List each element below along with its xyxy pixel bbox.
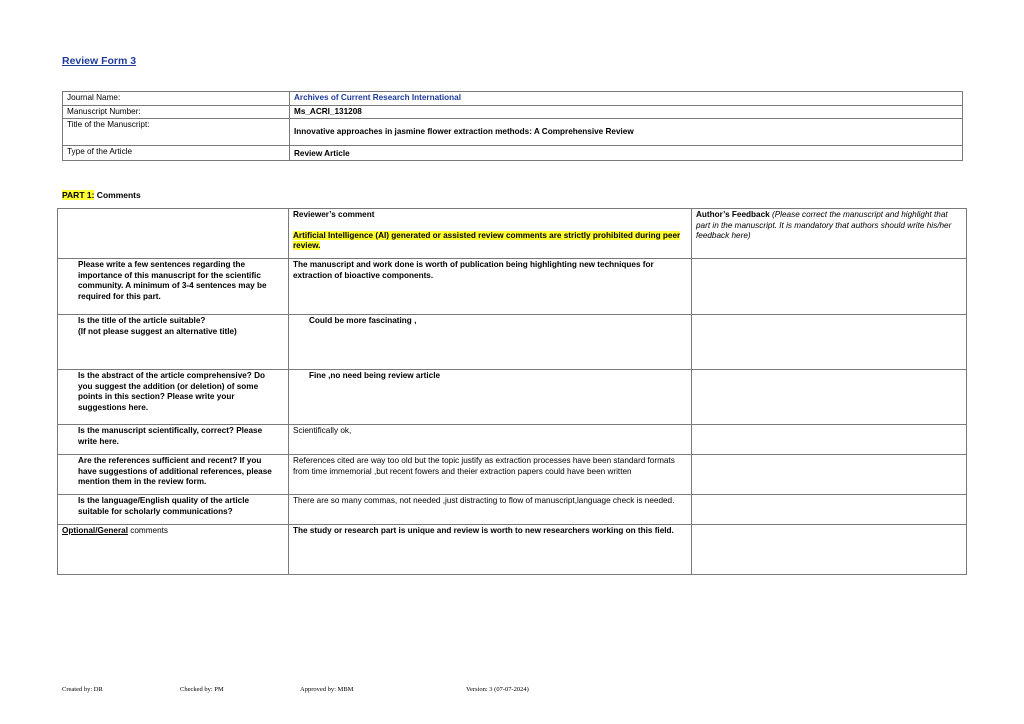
question-language: Is the language/English quality of the article suitable for scholarly communications? — [58, 495, 289, 525]
journal-row — [63, 92, 963, 106]
question-row-references — [58, 455, 967, 495]
feedback-scientific[interactable] — [692, 425, 967, 455]
comments-header-row — [58, 209, 967, 259]
question-row-importance — [58, 259, 967, 315]
feedback-references[interactable] — [692, 455, 967, 495]
comment-title[interactable]: Could be more fascinating , — [289, 315, 692, 370]
ai-policy-note: Artificial Intelligence (AI) generated or assisted review comments are strictly prohibited during peer review. — [293, 230, 681, 250]
reviewer-comment-title: Reviewer’s comment — [293, 210, 375, 219]
question-importance: Please write a few sentences regarding the importance of this manuscript for the scientific community. A minimum of 3-4 sentences may be required for this part. — [58, 259, 289, 315]
optional-comments-suffix: comments — [127, 526, 169, 535]
form-title: Review Form 3 — [62, 55, 137, 67]
article-type-value: Review Article — [290, 146, 963, 161]
question-row-title — [58, 315, 967, 370]
part1-title: Comments — [94, 190, 141, 200]
manuscript-info-table — [62, 91, 963, 161]
review-comments-table — [57, 208, 967, 575]
question-scientific: Is the manuscript scientifically, correct? Please write here. — [58, 425, 289, 455]
feedback-abstract[interactable] — [692, 370, 967, 425]
part1-heading — [62, 190, 141, 200]
question-abstract: Is the abstract of the article comprehensive? Do you suggest the addition (or deletion) of some points in this section? Please write your suggestions here. — [58, 370, 289, 425]
journal-name[interactable]: Archives of Current Research International — [290, 92, 963, 106]
optional-general-label: Optional/General — [62, 526, 128, 535]
comment-scientific[interactable]: Scientifically ok, — [289, 425, 692, 455]
optional-comments-label — [58, 525, 289, 575]
reviewer-comment-header — [289, 209, 692, 259]
question-references: Are the references sufficient and recent? If you have suggestions of additional references, please mention them in the review form. — [58, 455, 289, 495]
part1-label: PART 1: — [62, 190, 95, 200]
comment-importance[interactable]: The manuscript and work done is worth of publication being highlighting new techniques for extraction of bioactive components. — [289, 259, 692, 315]
comment-abstract[interactable]: Fine ,no need being review article — [289, 370, 692, 425]
article-type-row — [63, 146, 963, 161]
author-feedback-header — [692, 209, 967, 259]
feedback-optional[interactable] — [692, 525, 967, 575]
manuscript-number-value: Ms_ACRI_131208 — [290, 105, 963, 119]
footer-checked-by: Checked by: PM — [180, 686, 224, 693]
comment-references[interactable]: References cited are way too old but the topic justify as extraction processes have been standard formats from time immemorial ,but recent fowers and theier extraction papers could have been written — [289, 455, 692, 495]
manuscript-number-row — [63, 105, 963, 119]
footer-version: Version: 3 (07-07-2024) — [466, 686, 529, 693]
footer-created-by: Created by: DR — [62, 686, 103, 693]
manuscript-title-label: Title of the Manuscript: — [63, 119, 290, 146]
question-row-language — [58, 495, 967, 525]
feedback-title[interactable] — [692, 315, 967, 370]
manuscript-title-row — [63, 119, 963, 146]
feedback-importance[interactable] — [692, 259, 967, 315]
optional-comments-row — [58, 525, 967, 575]
comment-language[interactable]: There are so many commas, not needed ,just distracting to flow of manuscript,language check is needed. — [289, 495, 692, 525]
journal-label: Journal Name: — [63, 92, 290, 106]
manuscript-title-value: Innovative approaches in jasmine flower extraction methods: A Comprehensive Review — [290, 119, 963, 146]
footer-approved-by: Approved by: MBM — [300, 686, 354, 693]
feedback-language[interactable] — [692, 495, 967, 525]
header-empty-cell — [58, 209, 289, 259]
author-feedback-instruction: (Please correct the manuscript and highlight that part in the manuscript. It is mandatory that authors should write his/her feedback here) — [696, 210, 952, 240]
question-row-abstract — [58, 370, 967, 425]
manuscript-number-label: Manuscript Number: — [63, 105, 290, 119]
author-feedback-title: Author’s Feedback — [696, 210, 770, 219]
question-title: Is the title of the article suitable? (If not please suggest an alternative title) — [58, 315, 289, 370]
comment-optional[interactable]: The study or research part is unique and review is worth to new researchers working on this field. — [289, 525, 692, 575]
article-type-label: Type of the Article — [63, 146, 290, 161]
question-row-scientific — [58, 425, 967, 455]
